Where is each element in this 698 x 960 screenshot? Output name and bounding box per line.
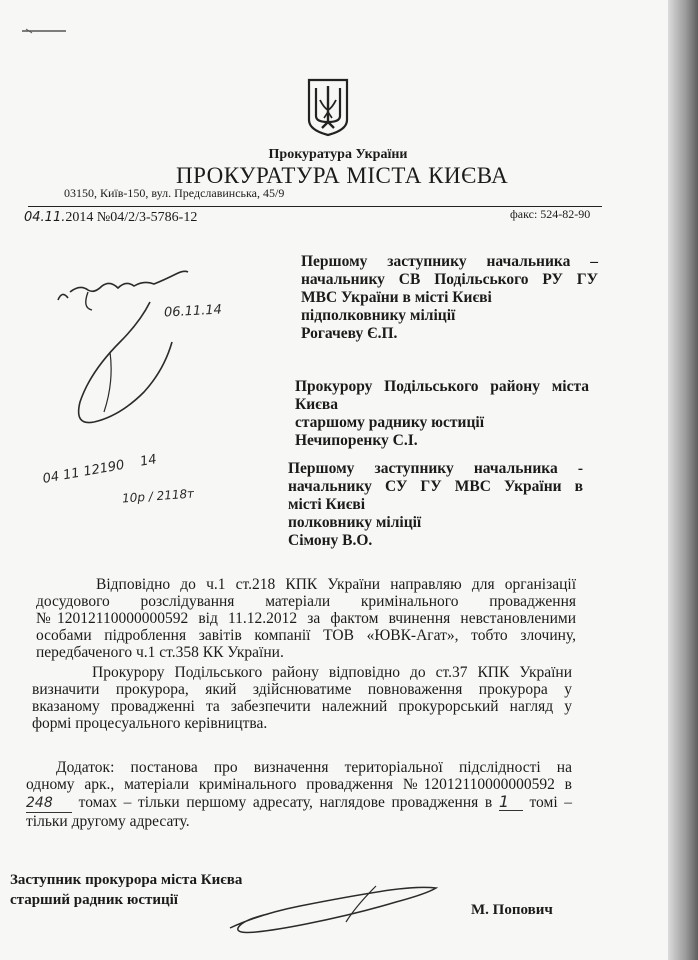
registration-suffix: 14 <box>138 452 158 470</box>
attachment-paragraph <box>26 759 572 830</box>
recipient-1-line: Першому заступнику начальника – <box>301 253 598 270</box>
signatory-position: Заступник прокурора міста Києва <box>10 872 243 888</box>
office-name: ПРОКУРАТУРА МІСТА КИЄВА <box>176 163 509 188</box>
body-line-volumes <box>26 793 572 813</box>
document-date-number <box>24 210 197 226</box>
signatory-name: М. Попович <box>471 902 553 918</box>
organization-name: Прокуратура України <box>268 147 408 162</box>
signatory-rank: старший радник юстиції <box>10 892 178 908</box>
body-line: тільки другому адресату. <box>26 813 190 830</box>
body-line: одному арк., матеріали кримінального провадження №12012110000000592 в <box>26 776 572 793</box>
recipient-1-line: Рогачеву Є.П. <box>301 325 398 342</box>
body-line: формі процесуального керівництва. <box>32 715 268 732</box>
scan-edge-shadow <box>668 0 698 960</box>
body-line: вказаному провадженні та забезпечити належний прокурорський нагляд у <box>32 698 572 715</box>
recipient-2-line: Нечипоренку С.І. <box>295 432 418 449</box>
recipient-2-line: Прокурору Подільського району міста <box>295 378 589 395</box>
body-paragraph-1 <box>36 576 576 661</box>
body-line: особами підроблення завітів компанії ТОВ «ЮВК-Агат», тобто злочину, <box>36 627 576 644</box>
handwritten-signature <box>226 880 446 940</box>
handwritten-volume-one: 1 <box>499 793 523 811</box>
handwritten-resolution-date: 06.11.14 <box>163 302 223 321</box>
body-line: Відповідно до ч.1 ст.218 КПК України направляю для організації <box>96 576 576 593</box>
body-line: визначити прокурора, який здійснюватиме повноваження прокурора у <box>32 681 572 698</box>
volumes-text-end: томі – <box>529 794 573 811</box>
recipient-3-line: полковнику міліції <box>288 514 422 531</box>
office-fax: факс: 524-82-90 <box>510 207 591 221</box>
handwritten-volume-count: 248 <box>26 795 72 813</box>
volumes-text: томах – тільки першому адресату, наглядове провадження в <box>78 794 493 811</box>
office-address: 03150, Київ-150, вул. Предславинська, 45/9 <box>64 186 285 200</box>
recipient-2-line: старшому раднику юстиції <box>295 414 484 431</box>
recipient-2-line: Києва <box>295 396 338 413</box>
recipient-1-line: начальнику СВ Подільського РУ ГУ <box>301 271 598 288</box>
printed-number: 2014 №04/2/3-5786-12 <box>65 210 198 225</box>
recipient-block-1 <box>301 253 598 343</box>
body-line: Прокурору Подільського району відповідно до ст.37 КПК України <box>92 664 572 681</box>
recipient-3-line: місті Києві <box>288 496 366 513</box>
recipient-block-2 <box>295 378 589 450</box>
body-line: №12012110000000592 від 11.12.2012 за фактом вчинення невстановленими <box>36 610 576 627</box>
recipient-1-line: МВС України в місті Києві <box>301 289 492 306</box>
recipient-1-line: підполковнику міліції <box>301 307 456 324</box>
handwritten-resolution-signature <box>40 262 220 432</box>
handwritten-registration-number <box>42 452 158 487</box>
registration-line-1: 04 11 12190 <box>41 457 126 487</box>
staple-mark <box>22 28 66 34</box>
recipient-block-3 <box>288 460 583 550</box>
handwritten-date: 04.11. <box>24 210 66 225</box>
body-line: Додаток: постанова про визначення територіальної підслідності на <box>56 759 572 776</box>
signatory-title <box>10 870 242 910</box>
body-line: досудового розслідування матеріали кримінального провадження <box>36 593 576 610</box>
trident-emblem-icon <box>306 78 350 136</box>
recipient-3-line: Сімону В.О. <box>288 532 373 549</box>
recipient-3-line: начальнику СУ ГУ МВС України в <box>288 478 583 495</box>
handwritten-registration-count: 10р / 2118т <box>121 486 195 506</box>
recipient-3-line: Першому заступнику начальника - <box>288 460 583 477</box>
body-line: передбаченого ч.1 ст.358 КК України. <box>36 644 284 661</box>
body-paragraph-2 <box>32 664 572 732</box>
